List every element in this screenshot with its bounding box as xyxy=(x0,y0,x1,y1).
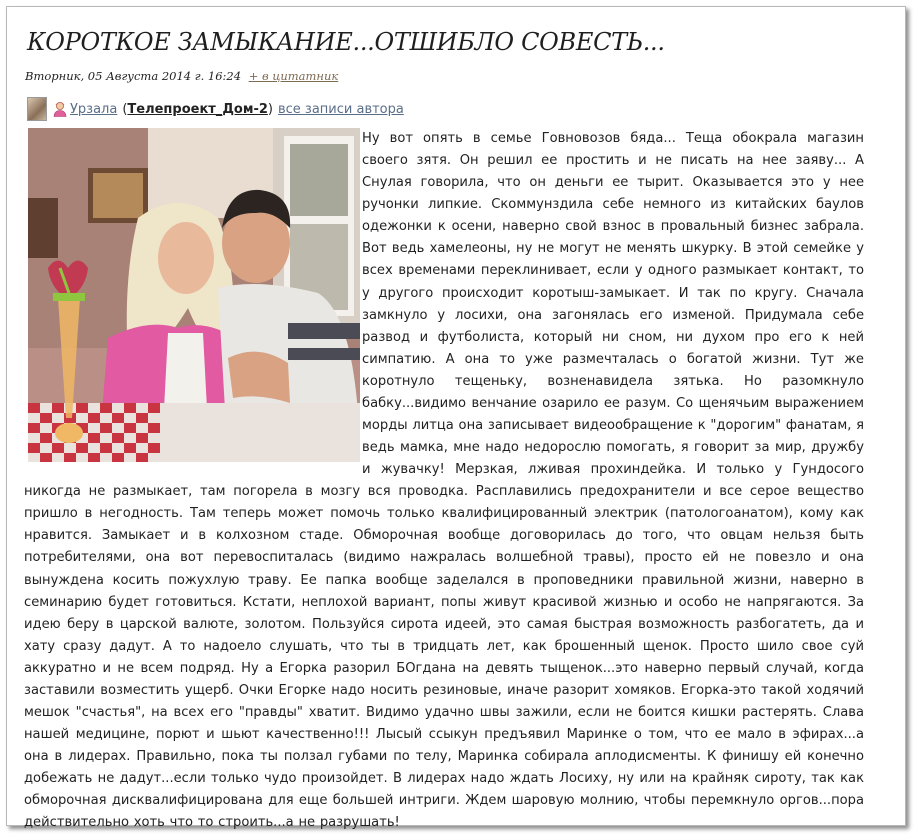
user-icon xyxy=(53,101,67,117)
paren-open: ( xyxy=(122,101,128,117)
post-meta xyxy=(25,69,338,83)
post-date: Вторник, 05 Августа 2014 г. 16:24 xyxy=(25,69,242,83)
quote-link[interactable]: + в цитатник xyxy=(248,69,339,83)
post-title: КОРОТКОЕ ЗАМЫКАНИЕ...ОТШИБЛО СОВЕСТЬ... xyxy=(27,28,665,56)
paren-close: ) xyxy=(267,101,273,117)
avatar[interactable] xyxy=(27,97,47,121)
post-body: Ну вот опять в семье Говновозов бяда... Теща обокрала магазин своего зятя. Он решил ее простить и не писать на нее заяву... А Снулая говорила, что он деньги ее тырит. Оказывается это у нее ручонки липкие. Скоммунздила себе немного из китайских баулов одежонки к осени, наверно свой взнос в провальный бизнес забрала. Вот ведь хамелеоны, ну не могут не менять шкурку. В этой семейке у всех временами переклинивает, если у одного размыкает контакт, то у другого происходит коротыш-замыкает. И так по кругу. Сначала замкнуло у лосихи, она загонялась его изменой. Придумала себе развод и футболиста, который ни сном, ни духом про его к ней симпатию. А она то уже размечталась о богатой жизни. Тут же коротнуло тещеньку, возненавидела зятька. Но разомкнуло бабку...видимо венчание озарило ее разум. Со щенячьим выражением морды литца она записывает видеообращение к "дорогим" фанатам, я ведь мамка, мне надо недорослю помогать, я говорит за мир, дружбу и жувачку! Мерзкая, лживая прохиндейка. И только у Гундосого никогда не размыкает, там погорела в мозгу вся проводка. Расплавились предохранители и все серое вещество пришло в негодность. Там теперь может помочь только квалифицированный электрик (патологоанатом), кому как нравится. Замыкает и в колхозном стаде. Обморочная вообще договорилась до того, что овцам нельзя быть потребителями, она вот перевоспиталась (видимо нажралась волшебной травы), просто ей не повезло и она вынуждена косить пожухлую траву. Ее папка вообще заделался в проповедники правильной жизни, наверно в семинарию будет готовиться. Кстати, неплохой вариант, попы живут красивой жизнью и особо не напрягаются. За идею беру в царской валюте, золотом. Пользуйся сирота идеей, это самая быстрая возможность разбогатеть, да и хату сразу дадут. А то надоело слушать, что ты в тридцать лет, как брошенный щенок. Просто шило свое суй аккуратно и не всем подряд. Ну а Егорка разорил БОгдана на девять тыщенок...это наверно первый случай, когда заставили возместить ущерб. Очки Егорке надо носить резиновые, иначе разорит хомяков. Егорка-это такой ходячий мешок "счастья", на всех его "правды" хватит. Видимо удачно швы зажили, если не боится кишки растерять. Слава нашей медицине, порют и шьют качественно!!! Лысый ссыкун предъявил Маринке о том, что ее мало в эфирах...а она в лидерах. Правильно, пока ты ползал губами по телу, Маринка собирала аплодисменты. К финишу ей конечно добежать не дадут...если только чудо произойдет. В лидерах надо ждать Лосиху, ну или на крайняк сироту, так как обморочная дисквалифицирована для еще большей интриги. Ждем шаровую молнию, чтобы перемкнуло оргов...пора действительно хоть что то строить...а не разрушать! xyxy=(24,131,865,831)
all-posts-link[interactable]: все записи автора xyxy=(277,101,404,117)
author-link[interactable]: Урзала xyxy=(70,101,118,117)
project-link[interactable]: Телепроект_Дом-2 xyxy=(127,101,268,117)
author-line xyxy=(27,96,404,122)
